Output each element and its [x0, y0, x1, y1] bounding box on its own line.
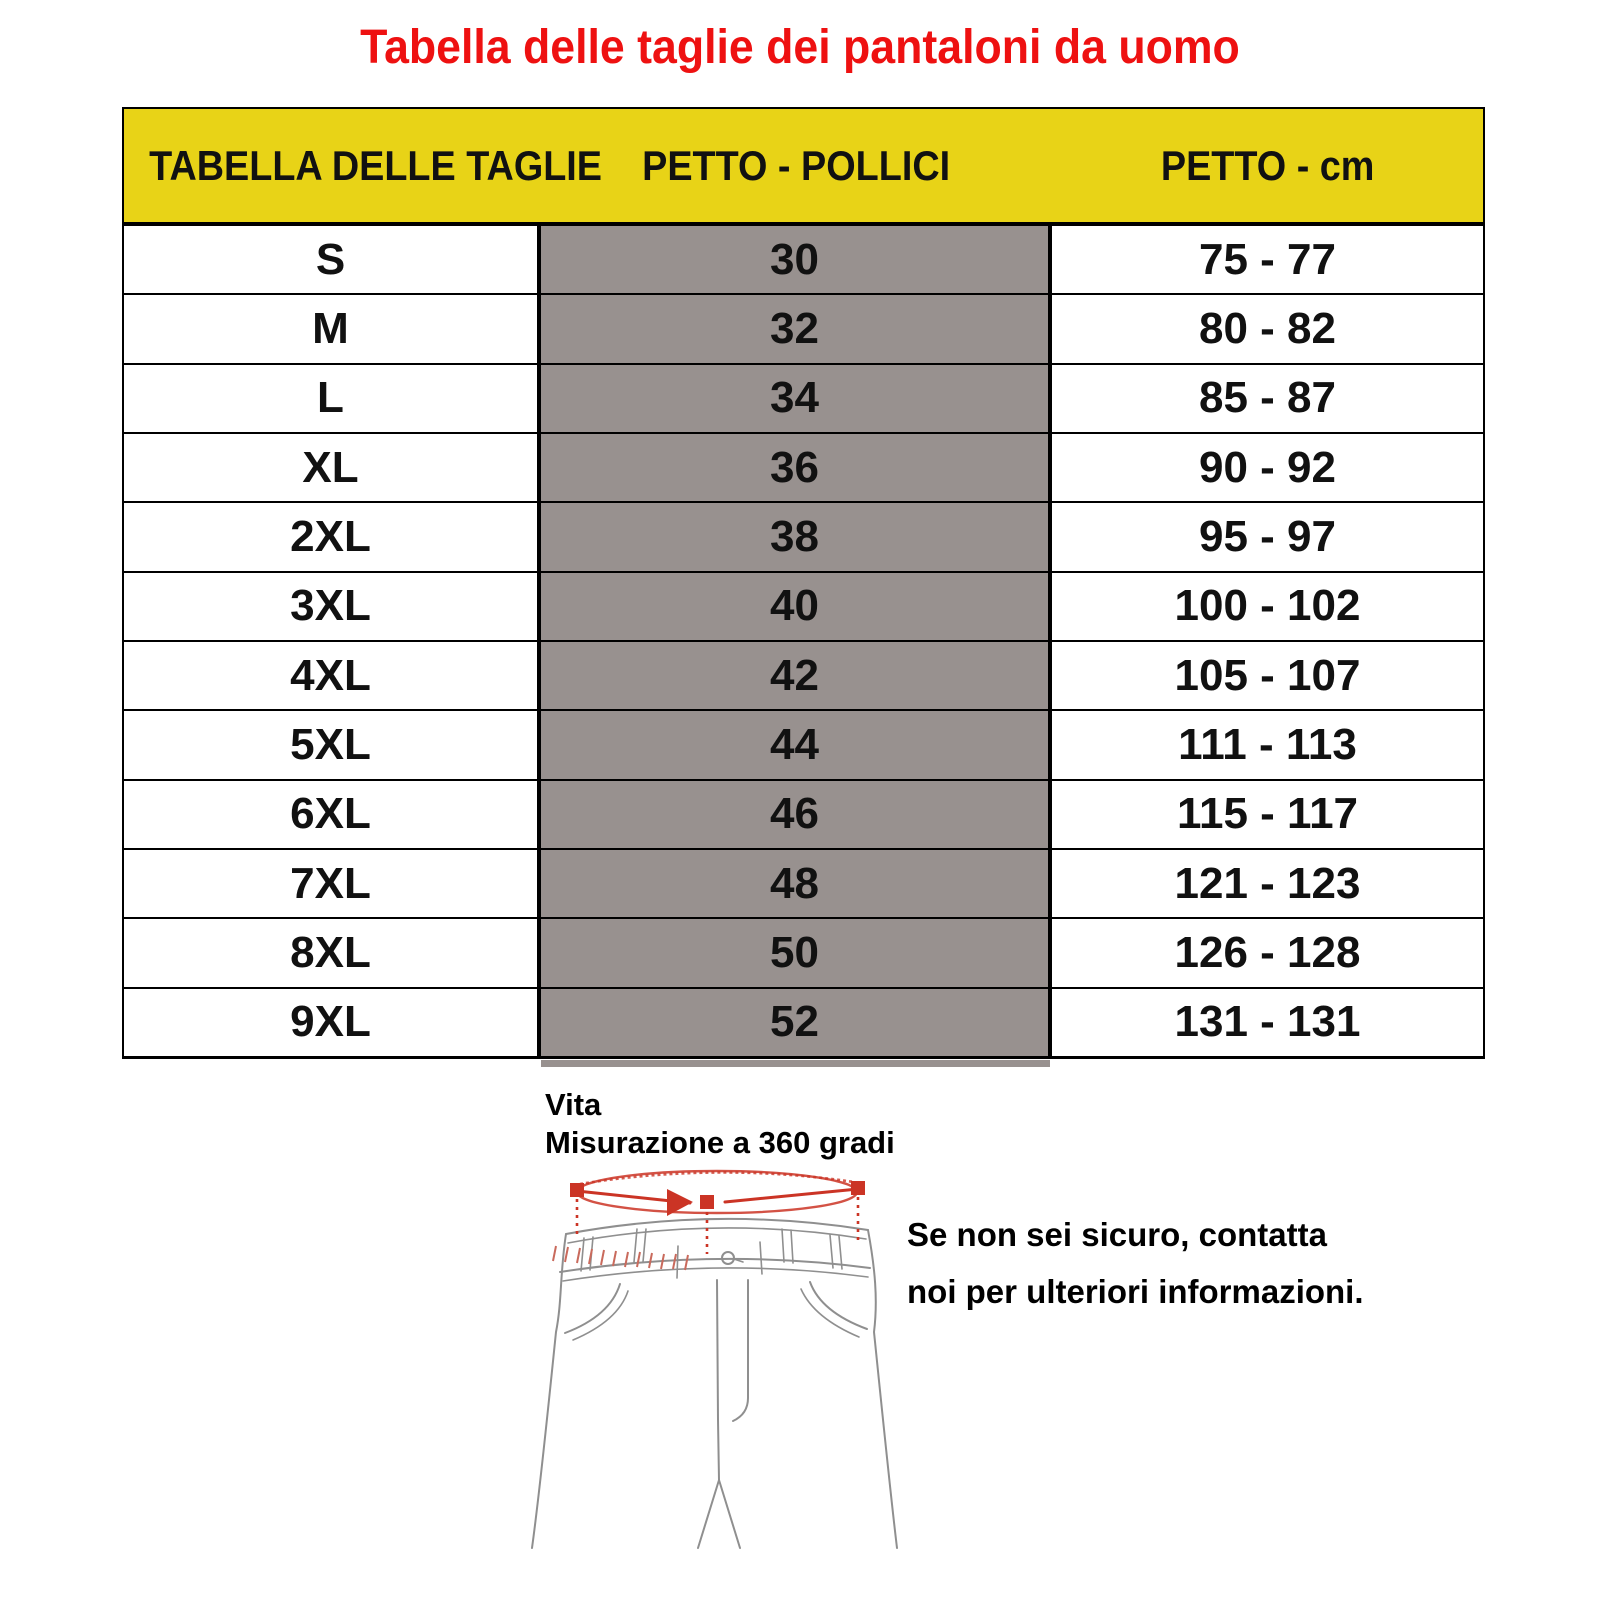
size-table-header [124, 109, 1483, 226]
contact-note-line1: Se non sei sicuro, contatta [907, 1216, 1327, 1253]
waist-label: Vita [545, 1087, 602, 1122]
table-row [124, 779, 1483, 848]
cm-cell: 115 - 117 [1176, 789, 1359, 839]
table-row [124, 571, 1483, 640]
cm-cell: 105 - 107 [1174, 650, 1361, 700]
page-title-text: Tabella delle taglie dei pantaloni da uomo [360, 21, 1240, 74]
cm-cell: 85 - 87 [1199, 373, 1336, 423]
size-cell: S [124, 226, 541, 293]
size-cell: XL [124, 434, 541, 501]
table-row [124, 501, 1483, 570]
size-table-body [124, 226, 1483, 1056]
inches-cell: 52 [541, 989, 1052, 1056]
table-row [124, 987, 1483, 1056]
inches-cell: 46 [541, 781, 1052, 848]
measure-point-center [700, 1195, 714, 1209]
inches-cell: 36 [541, 434, 1052, 501]
inches-cell: 42 [541, 642, 1052, 709]
size-cell: 3XL [124, 573, 541, 640]
table-row [124, 293, 1483, 362]
size-cell: 6XL [124, 781, 541, 848]
inches-cell: 34 [541, 365, 1052, 432]
column-header-inches-text: PETTO - POLLICI [642, 141, 951, 189]
cm-cell: 100 - 102 [1174, 581, 1361, 631]
column-header-cm-text: PETTO - cm [1160, 141, 1375, 189]
table-row [124, 848, 1483, 917]
column-header-size [124, 141, 603, 190]
inches-cell: 32 [541, 295, 1052, 362]
inches-cell: 30 [541, 226, 1052, 293]
cm-cell: 111 - 113 [1178, 719, 1357, 769]
inches-cell: 40 [541, 573, 1052, 640]
size-cell: 9XL [124, 989, 541, 1056]
cm-cell: 95 - 97 [1199, 511, 1336, 561]
measuring-tape-overlay [553, 1171, 865, 1270]
measure-point-right [851, 1181, 865, 1195]
measure-point-left [570, 1183, 584, 1197]
size-cell: 4XL [124, 642, 541, 709]
cm-cell: 80 - 82 [1199, 303, 1336, 353]
size-table [122, 107, 1485, 1059]
cm-cell: 126 - 128 [1174, 927, 1361, 977]
table-row [124, 226, 1483, 293]
cm-cell: 121 - 123 [1174, 858, 1361, 908]
measurement-method-label: Misurazione a 360 gradi [545, 1125, 895, 1160]
cm-cell: 131 - 131 [1174, 997, 1361, 1047]
table-row [124, 917, 1483, 986]
column-header-cm [1052, 142, 1483, 190]
size-cell: L [124, 365, 541, 432]
size-cell: M [124, 295, 541, 362]
inches-cell: 50 [541, 919, 1052, 986]
pants-outline-drawing [532, 1219, 897, 1548]
column-header-size-text: TABELLA DELLE TAGLIE [149, 141, 603, 189]
cm-cell: 75 - 77 [1199, 234, 1336, 284]
contact-note-line2: noi per ulteriori informazioni. [907, 1273, 1364, 1310]
pants-waist-measurement-diagram [520, 1150, 910, 1600]
table-row [124, 363, 1483, 432]
size-cell: 8XL [124, 919, 541, 986]
inches-cell: 44 [541, 711, 1052, 778]
contact-note [907, 1206, 1364, 1320]
size-cell: 5XL [124, 711, 541, 778]
column-header-inches [541, 142, 1052, 190]
page-title [0, 22, 1600, 75]
inches-cell: 38 [541, 503, 1052, 570]
inches-cell: 48 [541, 850, 1052, 917]
table-row [124, 709, 1483, 778]
size-cell: 7XL [124, 850, 541, 917]
table-row [124, 432, 1483, 501]
size-cell: 2XL [124, 503, 541, 570]
cm-cell: 90 - 92 [1199, 442, 1336, 492]
table-row [124, 640, 1483, 709]
shaded-column-overhang [541, 1060, 1050, 1067]
